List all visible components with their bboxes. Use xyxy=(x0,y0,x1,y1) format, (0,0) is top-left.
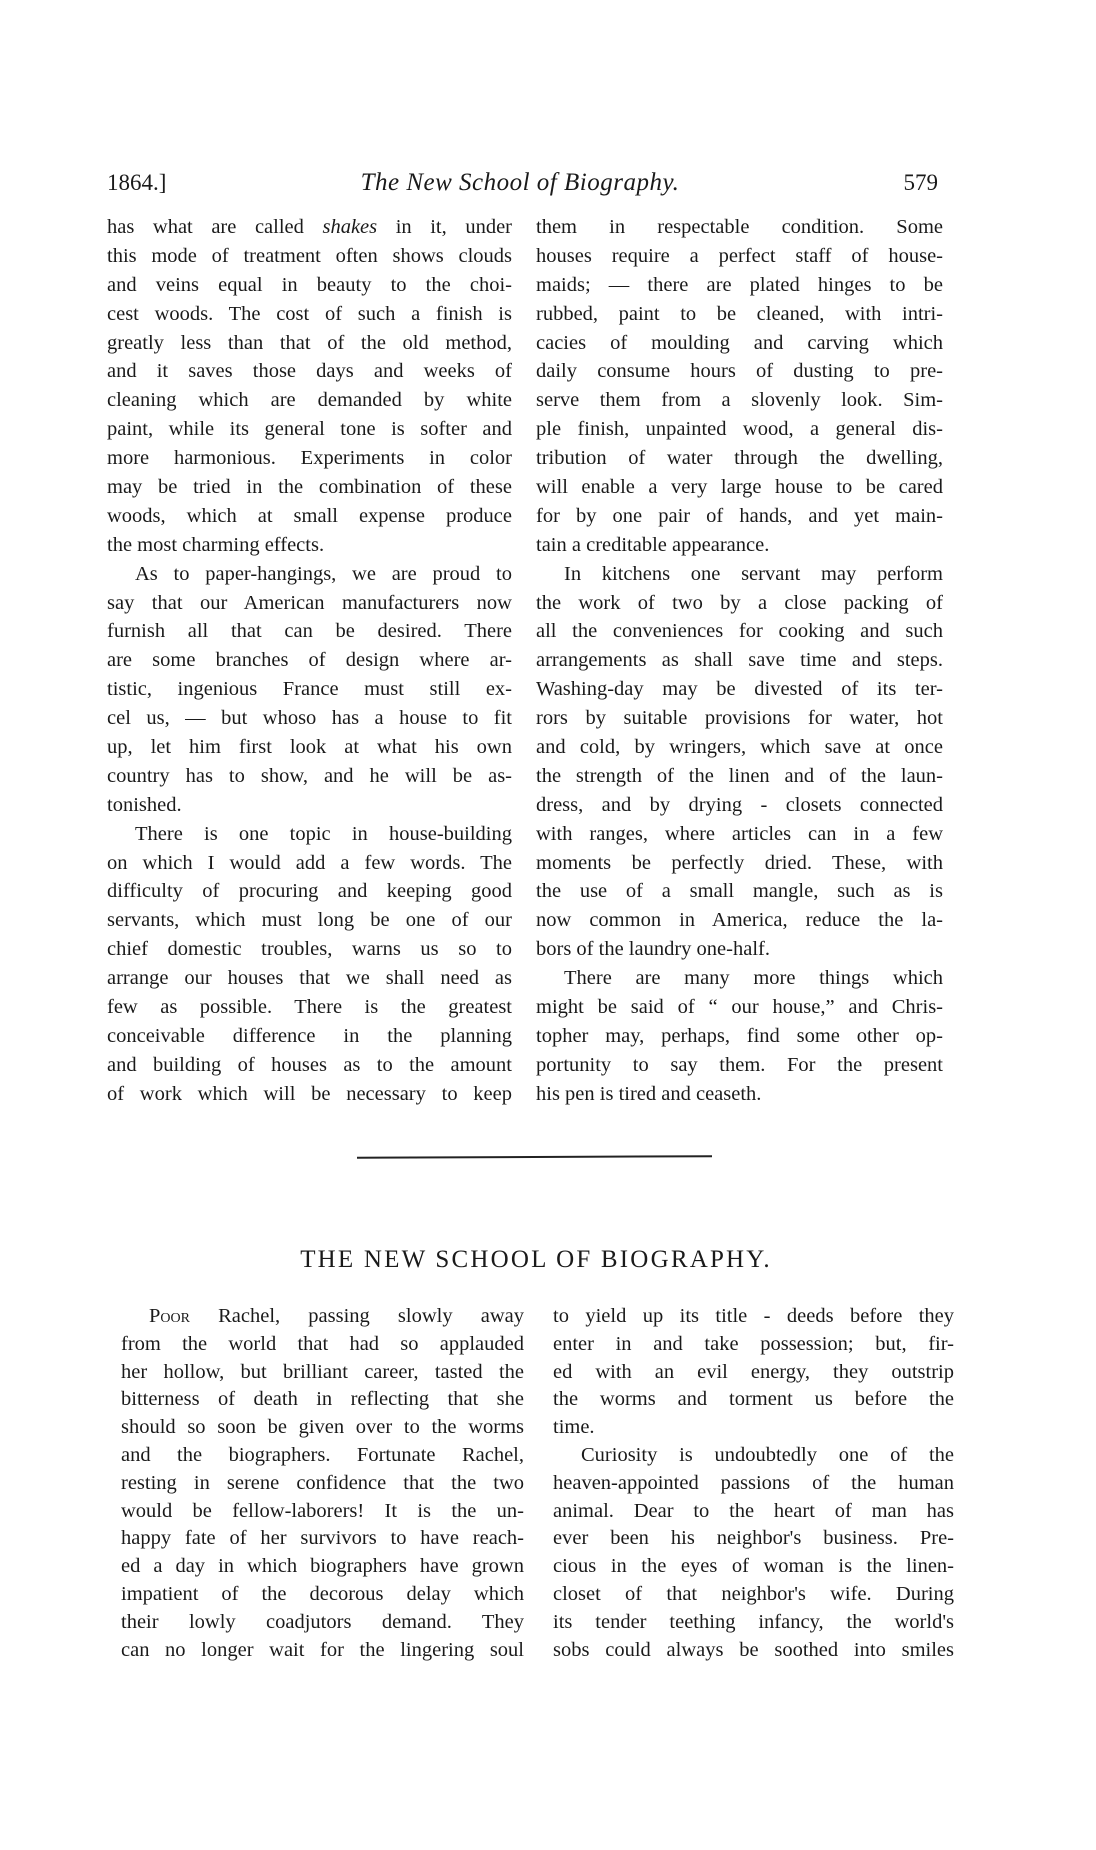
text-line: this mode of treatment often shows clouds xyxy=(107,244,512,267)
running-header-title: The New School of Biography. xyxy=(360,169,680,196)
text-line: them in respectable condition. Some xyxy=(536,216,943,238)
text-line: now common in America, reduce the la- xyxy=(536,909,943,932)
text-line: should so soon be given over to the worms xyxy=(121,1416,524,1439)
text-line: As to paper-hangings, we are proud to xyxy=(135,562,512,585)
text-line: of work which will be necessary to keep xyxy=(107,1082,512,1105)
text-line: for by one pair of hands, and yet main- xyxy=(536,504,943,527)
article-title: THE NEW SCHOOL OF BIOGRAPHY. xyxy=(300,1246,772,1273)
text-line: rors by suitable provisions for water, hot xyxy=(536,707,943,730)
text-line: up, let him first look at what his own xyxy=(107,736,512,759)
running-header-year: 1864.] xyxy=(107,170,167,195)
text-line: happy fate of her survivors to have reach- xyxy=(121,1527,524,1550)
text-line: ple finish, unpainted wood, a general dis- xyxy=(536,418,943,441)
section-divider-rule xyxy=(357,1155,712,1159)
text-line: daily consume hours of dusting to pre- xyxy=(536,360,943,383)
text-line: chief domestic troubles, warns us so to xyxy=(107,938,512,961)
text-line: may be tried in the combination of these xyxy=(107,476,512,499)
text-line: conceivable difference in the planning xyxy=(107,1024,512,1047)
text-line: more harmonious. Experiments in color xyxy=(107,447,512,470)
text-line: time. xyxy=(553,1416,595,1439)
previous-article-left-column xyxy=(107,213,512,1109)
text-line: rubbed, paint to be cleaned, with intri- xyxy=(536,302,943,325)
text-line: tonished. xyxy=(107,793,182,816)
text-line xyxy=(107,213,512,242)
text-line: furnish all that can be desired. There xyxy=(107,620,512,643)
text-line: cel us, — but whoso has a house to fit xyxy=(107,707,512,730)
text-line: ed with an evil energy, they outstrip xyxy=(553,1360,954,1383)
text-line: maids; — there are plated hinges to be xyxy=(536,273,943,296)
text-line: might be said of “ our house,” and Chris- xyxy=(536,996,943,1019)
text-line: There are many more things which xyxy=(564,967,943,990)
text-line: the most charming effects. xyxy=(107,533,325,556)
text-line: from the world that had so applauded xyxy=(121,1332,524,1355)
text-segment: in it, under xyxy=(377,216,513,238)
text-line: and it saves those days and weeks of xyxy=(107,360,512,383)
text-line: will enable a very large house to be cared xyxy=(536,476,943,499)
text-line: and the biographers. Fortunate Rachel, xyxy=(121,1443,524,1466)
text-line: In kitchens one servant may perform xyxy=(564,562,943,585)
article-left-column xyxy=(121,1303,524,1664)
text-line: enter in and take possession; but, fir- xyxy=(553,1332,954,1355)
text-line: impatient of the decorous delay which xyxy=(121,1582,524,1605)
text-line: all the conveniences for cooking and such xyxy=(536,620,943,643)
text-line: and cold, by wringers, which save at once xyxy=(536,736,943,759)
text-line: closet of that neighbor's wife. During xyxy=(553,1582,954,1605)
text-line: bors of the laundry one-half. xyxy=(536,938,770,961)
previous-article-right-column xyxy=(536,213,943,1109)
text-line: the use of a small mangle, such as is xyxy=(536,880,943,903)
text-line xyxy=(121,1303,524,1331)
text-line: the strength of the linen and of the laun- xyxy=(536,764,943,787)
text-line: to yield up its title - deeds before they xyxy=(553,1305,954,1327)
text-line: woods, which at small expense produce xyxy=(107,504,512,527)
small-caps-text: Poor xyxy=(149,1305,190,1327)
text-line: sobs could always be soothed into smiles xyxy=(553,1638,954,1661)
text-line: servants, which must long be one of our xyxy=(107,909,512,932)
text-line: dress, and by drying - closets connected xyxy=(536,793,943,816)
text-line: the worms and torment us before the xyxy=(553,1388,954,1411)
text-line: ever been his neighbor's business. Pre- xyxy=(553,1527,954,1550)
text-line: cious in the eyes of woman is the linen- xyxy=(553,1555,954,1578)
text-line: on which I would add a few words. The xyxy=(107,851,512,874)
text-line: Curiosity is undoubtedly one of the xyxy=(581,1443,954,1466)
text-line: resting in serene confidence that the two xyxy=(121,1471,524,1494)
text-line: Washing-day may be divested of its ter- xyxy=(536,678,943,701)
text-line: would be fellow-laborers! It is the un- xyxy=(121,1499,524,1522)
italic-text: shakes xyxy=(322,216,378,238)
text-line: cleaning which are demanded by white xyxy=(107,389,512,412)
text-line: heaven-appointed passions of the human xyxy=(553,1471,954,1494)
text-segment: has what are called xyxy=(107,216,323,238)
text-line: his pen is tired and ceaseth. xyxy=(536,1082,762,1105)
text-line: portunity to say them. For the present xyxy=(536,1053,943,1076)
text-line: tistic, ingenious France must still ex- xyxy=(107,678,512,701)
text-line: topher may, perhaps, find some other op- xyxy=(536,1024,943,1047)
text-line: difficulty of procuring and keeping good xyxy=(107,880,512,903)
text-line: paint, while its general tone is softer and xyxy=(107,418,512,441)
text-line: moments be perfectly dried. These, with xyxy=(536,851,943,874)
text-line: tribution of water through the dwelling, xyxy=(536,447,943,470)
text-line: few as possible. There is the greatest xyxy=(107,996,512,1019)
text-line: serve them from a slovenly look. Sim- xyxy=(536,389,943,412)
text-line: and veins equal in beauty to the choi- xyxy=(107,273,512,296)
text-line: houses require a perfect staff of house- xyxy=(536,244,943,267)
text-line: can no longer wait for the lingering soul xyxy=(121,1638,524,1661)
text-line: arrangements as shall save time and steps. xyxy=(536,649,943,672)
article-right-column xyxy=(553,1303,954,1664)
text-line: their lowly coadjutors demand. They xyxy=(121,1610,524,1633)
text-line: arrange our houses that we shall need as xyxy=(107,967,512,990)
text-segment: Rachel, passing slowly away xyxy=(189,1305,524,1327)
text-line: tain a creditable appearance. xyxy=(536,533,770,556)
text-line: animal. Dear to the heart of man has xyxy=(553,1499,954,1522)
text-line: the work of two by a close packing of xyxy=(536,591,943,614)
text-line: ed a day in which biographers have grown xyxy=(121,1555,524,1578)
page-number: 579 xyxy=(903,170,938,195)
text-line: cacies of moulding and carving which xyxy=(536,331,943,354)
text-line: her hollow, but brilliant career, tasted the xyxy=(121,1360,524,1383)
text-line: There is one topic in house-building xyxy=(135,822,512,845)
text-line: cest woods. The cost of such a finish is xyxy=(107,302,512,325)
text-line: with ranges, where articles can in a few xyxy=(536,822,943,845)
text-line: greatly less than that of the old method, xyxy=(107,331,512,354)
text-line: say that our American manufacturers now xyxy=(107,591,512,614)
text-line: and building of houses as to the amount xyxy=(107,1053,512,1076)
text-line: bitterness of death in reflecting that she xyxy=(121,1388,524,1411)
text-line: its tender teething infancy, the world's xyxy=(553,1610,954,1633)
text-line: country has to show, and he will be as- xyxy=(107,764,512,787)
text-line: are some branches of design where ar- xyxy=(107,649,512,672)
